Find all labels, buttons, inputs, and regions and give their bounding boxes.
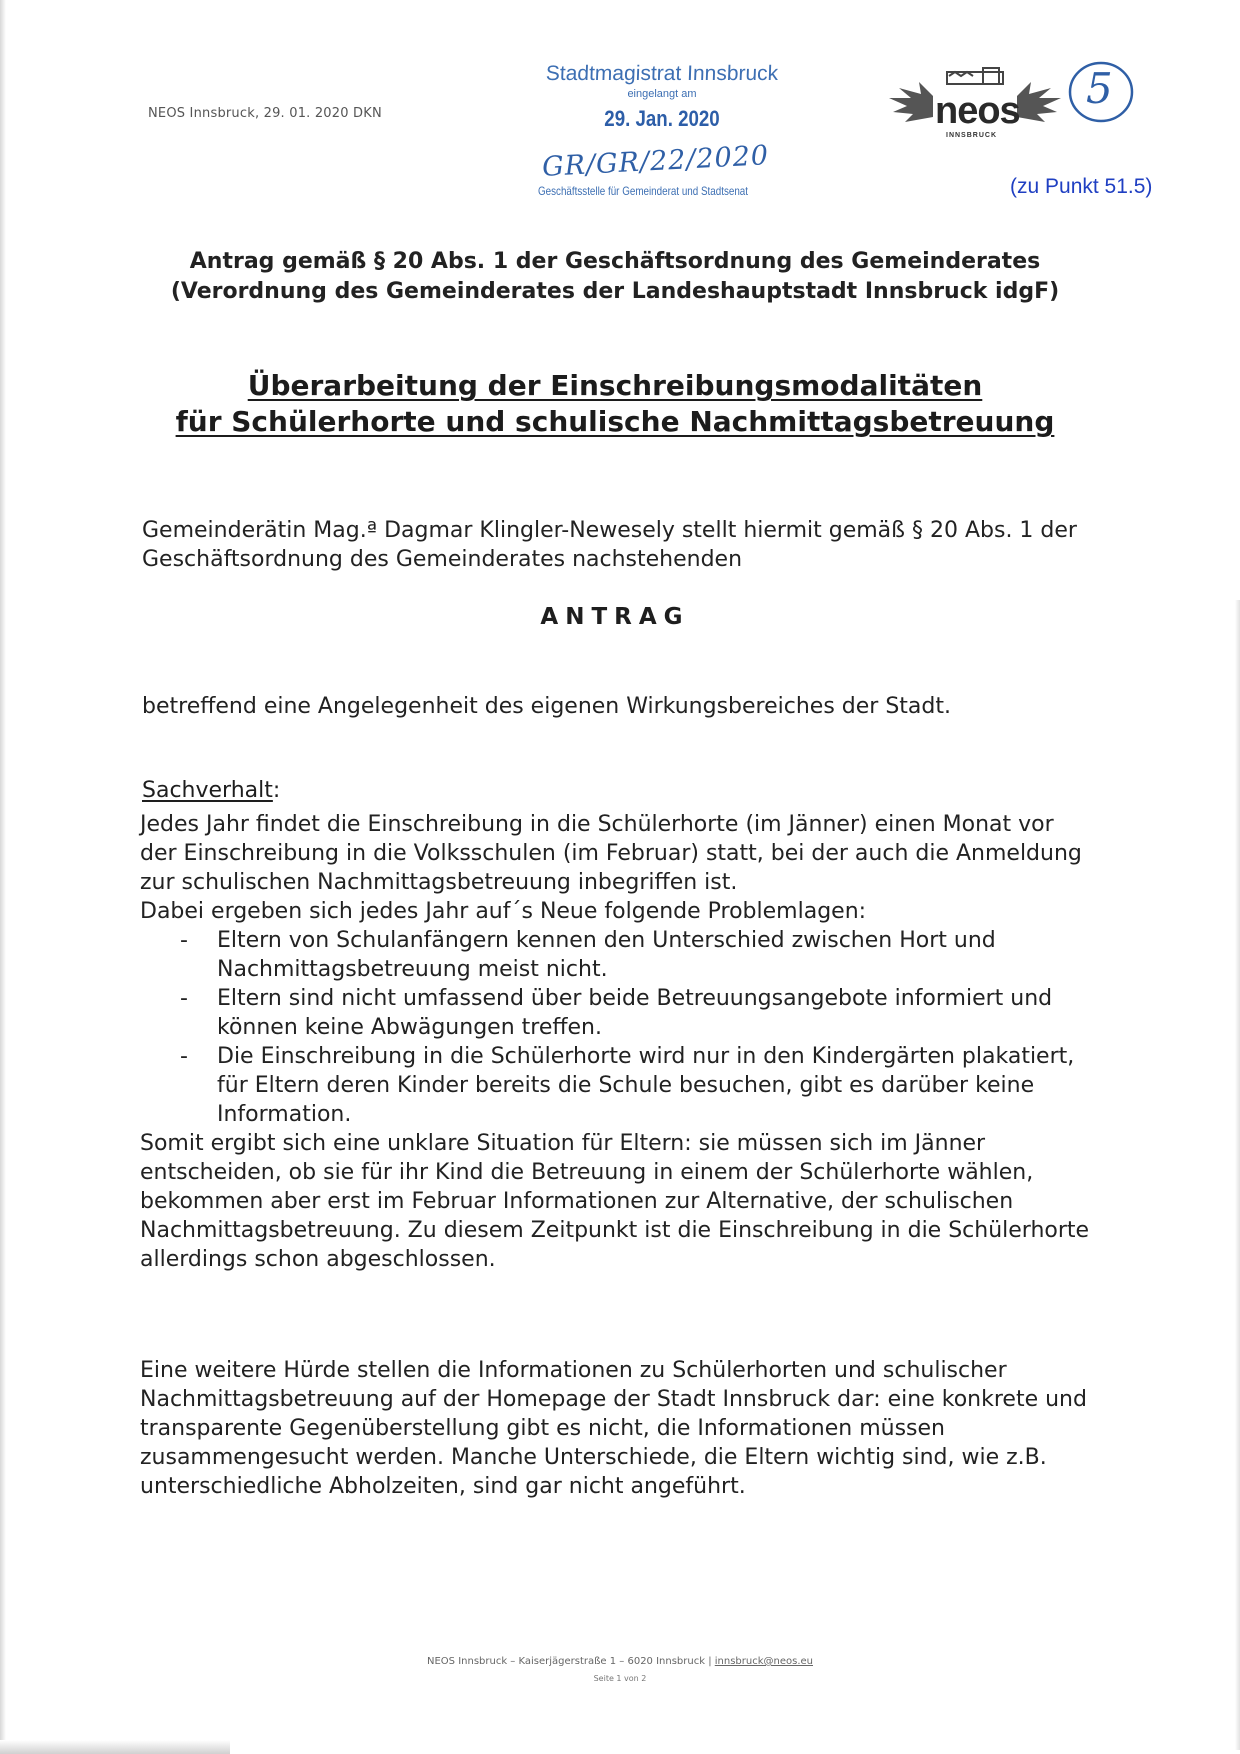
- stamp-office: Geschäftsstelle für Gemeinderat und Stadtsenat: [537, 184, 749, 198]
- intro-paragraph: Gemeinderätin Mag.ª Dagmar Klingler-Newesely stellt hiermit gemäß § 20 Abs. 1 der Geschäftsordnung des Gemeinderates nachstehenden: [142, 518, 1077, 572]
- list-item: [140, 984, 1090, 1042]
- scan-bottom-edge: [0, 1740, 230, 1754]
- problem-list: [140, 926, 1090, 1129]
- motion-heading: [120, 368, 1110, 440]
- page-number: Seite 1 von 2: [593, 1674, 647, 1683]
- facts-heading: [142, 778, 280, 803]
- concern-paragraph: betreffend eine Angelegenheit des eigenen Wirkungsbereiches der Stadt.: [142, 694, 951, 719]
- heading-line-1: Überarbeitung der Einschreibungsmodalitäten: [247, 369, 983, 402]
- agenda-reference: (zu Punkt 51.5): [1010, 175, 1153, 198]
- circled-number: 5: [1086, 64, 1113, 113]
- received-stamp: [512, 62, 812, 212]
- facts-heading-colon: :: [272, 778, 281, 803]
- stamp-received-label: eingelangt am: [627, 88, 697, 100]
- list-item: [140, 926, 1090, 984]
- dash-bullet-icon: -: [180, 1044, 188, 1069]
- scan-left-edge: [0, 0, 6, 1754]
- heading-line-2: für Schülerhorte und schulische Nachmittagsbetreuung: [175, 405, 1055, 438]
- dash-bullet-icon: -: [180, 928, 188, 953]
- facts-paragraph-1: Jedes Jahr findet die Einschreibung in die Schülerhorte (im Jänner) einen Monat vor der Einschreibung in die Volksschulen (im Februar) statt, bei der auch die Anmeldung zur schulischen Nachmittagsbetreuung inbegriffen ist.: [140, 812, 1082, 895]
- facts-section: [140, 810, 1090, 1274]
- footer-address: [120, 1656, 1120, 1667]
- stamp-organization: Stadtmagistrat Innsbruck: [545, 62, 779, 85]
- title-line-2: (Verordnung des Gemeinderates der Landeshauptstadt Innsbruck idgF): [170, 279, 1060, 304]
- antrag-label: ANTRAG: [540, 604, 690, 630]
- logo-subtext: INNSBRUCK: [946, 132, 997, 139]
- footer-email-link[interactable]: innsbruck@neos.eu: [714, 1656, 813, 1667]
- neos-logo: [885, 62, 1065, 142]
- scan-right-edge: [1235, 600, 1240, 1750]
- footer-address-text: NEOS Innsbruck – Kaiserjägerstraße 1 – 6020 Innsbruck |: [427, 1656, 715, 1667]
- document-title: [120, 247, 1110, 307]
- list-item-text: Eltern von Schulanfängern kennen den Unterschied zwischen Hort und Nachmittagsbetreuung meist nicht.: [217, 928, 996, 982]
- facts-paragraph-2: Dabei ergeben sich jedes Jahr auf´s Neue folgende Problemlagen:: [140, 899, 867, 924]
- list-item-text: Die Einschreibung in die Schülerhorte wird nur in den Kindergärten plakatiert, für Eltern deren Kinder bereits die Schule besuchen, gibt es darüber keine Information.: [217, 1044, 1075, 1127]
- facts-paragraph-4: Eine weitere Hürde stellen die Informationen zu Schülerhorten und schulischer Nachmittagsbetreuung auf der Homepage der Stadt Innsbruck dar: eine konkrete und transparente Gegenüberstellung gibt es nicht, die Informationen müssen zusammengesucht werden. Manche Unterschiede, die Eltern wichtig sind, wie z.B. unterschiedliche Abholzeiten, sind gar nicht angeführt.: [140, 1358, 1087, 1499]
- facts-paragraph-3: Somit ergibt sich eine unklare Situation für Eltern: sie müssen sich im Jänner entscheiden, ob sie für ihr Kind die Betreuung in einem der Schülerhorte wählen, bekommen aber erst im Februar Informationen zur Alternative, der schulischen Nachmittagsbetreuung. Zu diesem Zeitpunkt ist die Einschreibung in die Schülerhorte allerdings schon abgeschlossen.: [140, 1131, 1090, 1272]
- logo-text: neos: [935, 90, 1020, 132]
- dash-bullet-icon: -: [180, 986, 188, 1011]
- document-date-line: NEOS Innsbruck, 29. 01. 2020 DKN: [148, 106, 382, 121]
- stamp-date: 29. Jan. 2020: [604, 106, 720, 131]
- title-line-1: Antrag gemäß § 20 Abs. 1 der Geschäftsordnung des Gemeinderates: [189, 249, 1041, 274]
- list-item-text: Eltern sind nicht umfassend über beide Betreuungsangebote informiert und können keine Abwägungen treffen.: [217, 986, 1053, 1040]
- facts-heading-text: Sachverhalt: [142, 778, 273, 803]
- stamp-reference-handwritten: GR/GR/22/2020: [541, 140, 770, 183]
- list-item: [140, 1042, 1090, 1129]
